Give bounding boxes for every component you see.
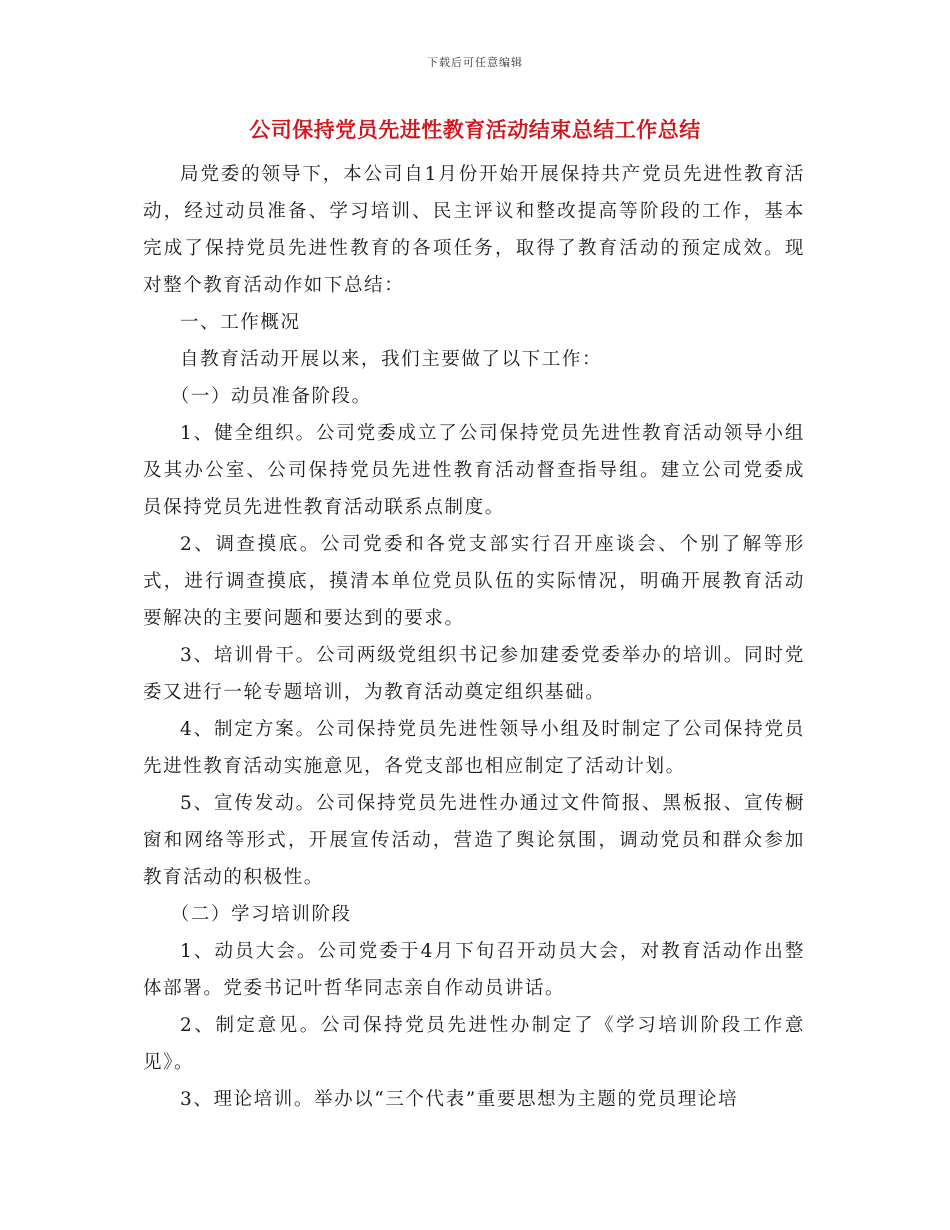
paragraph-item: 3、理论培训。举办以“三个代表”重要思想为主题的党员理论培 [180,1089,739,1110]
paragraph-item: 1、健全组织。公司党委成立了公司保持党员先进性教育活动领导小组及其办公室、公司保持党员先进性教育活动督查指导组。建立公司党委成员保持党员先进性教育活动联系点制度。 [143,423,805,518]
paragraph-item: 3、培训骨干。公司两级党组织书记参加建委党委举办的培训。同时党委又进行一轮专题培训，为教育活动奠定组织基础。 [143,645,805,703]
paragraph-item: 4、制定方案。公司保持党员先进性领导小组及时制定了公司保持党员先进性教育活动实施意见，各党支部也相应制定了活动计划。 [143,719,805,777]
header-note: 下载后可任意编辑 [427,56,523,69]
paragraph-work-summary: 自教育活动开展以来，我们主要做了以下工作： [180,349,603,370]
paragraph-item: 5、宣传发动。公司保持党员先进性办通过文件简报、黑板报、宣传橱窗和网络等形式，开展宣传活动，营造了舆论氛围，调动党员和群众参加教育活动的积极性。 [143,793,805,888]
paragraph-intro: 局党委的领导下，本公司自1月份开始开展保持共产党员先进性教育活动，经过动员准备、学习培训、民主评议和整改提高等阶段的工作，基本完成了保持党员先进性教育的各项任务，取得了教育活动的预定成效。现对整个教育活动作如下总结： [143,164,805,296]
section-heading-overview: 一、工作概况 [180,312,301,333]
document-body [143,156,805,1118]
document-title: 公司保持党员先进性教育活动结束总结工作总结 [249,117,701,142]
paragraph-item: 2、制定意见。公司保持党员先进性办制定了《学习培训阶段工作意见》。 [143,1015,805,1073]
paragraph-item: 1、动员大会。公司党委于4月下旬召开动员大会，对教育活动作出整体部署。党委书记叶哲华同志亲自作动员讲话。 [143,941,805,999]
sub-heading-training: （二）学习培训阶段 [170,904,352,925]
sub-heading-mobilization: （一）动员准备阶段。 [170,386,372,407]
paragraph-item: 2、调查摸底。公司党委和各党支部实行召开座谈会、个别了解等形式，进行调查摸底，摸清本单位党员队伍的实际情况，明确开展教育活动要解决的主要问题和要达到的要求。 [143,534,805,629]
